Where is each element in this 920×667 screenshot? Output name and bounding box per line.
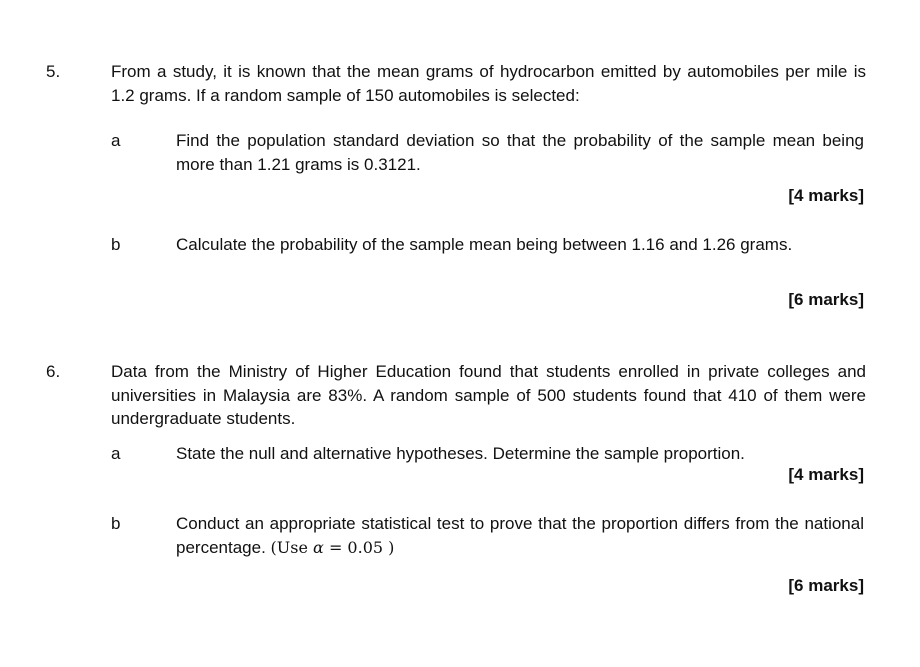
alpha-use-suffix: ) [388, 537, 395, 557]
question-6a-marks: [4 marks] [788, 465, 864, 484]
question-6a-text: State the null and alternative hypotheses. Determine the sample proportion. [176, 444, 745, 463]
question-6b-text [176, 512, 864, 559]
question-6b-main-text: Conduct an appropriate statistical test to prove that the proportion differs from the national percentage. [176, 514, 864, 557]
question-5-stem: From a study, it is known that the mean grams of hydrocarbon emitted by automobiles per mile is 1.2 grams. If a random sample of 150 automobiles is selected: [111, 62, 866, 105]
question-5-number: 5. [46, 62, 61, 81]
alpha-use-prefix: (Use [270, 537, 308, 557]
alpha-value: = 0.05 [328, 537, 384, 557]
question-5a-text: Find the population standard deviation so that the probability of the sample mean being more than 1.21 grams is 0.3121. [176, 131, 864, 174]
question-6-stem: Data from the Ministry of Higher Education found that students enrolled in private colleges and universities in Malaysia are 83%. A random sample of 500 students found that 410 of them were undergraduate students. [111, 362, 866, 428]
alpha-symbol: α [313, 537, 324, 557]
question-5b-label: b [111, 235, 121, 254]
alpha-condition [271, 538, 395, 557]
question-5a-marks: [4 marks] [788, 186, 864, 205]
question-5b-text: Calculate the probability of the sample mean being between 1.16 and 1.26 grams. [176, 235, 793, 254]
question-6-number: 6. [46, 362, 61, 381]
question-6b-label: b [111, 514, 121, 533]
question-6a-label: a [111, 444, 121, 463]
question-5b-marks: [6 marks] [788, 290, 864, 309]
question-6b-marks: [6 marks] [788, 576, 864, 595]
question-5a-label: a [111, 131, 121, 150]
